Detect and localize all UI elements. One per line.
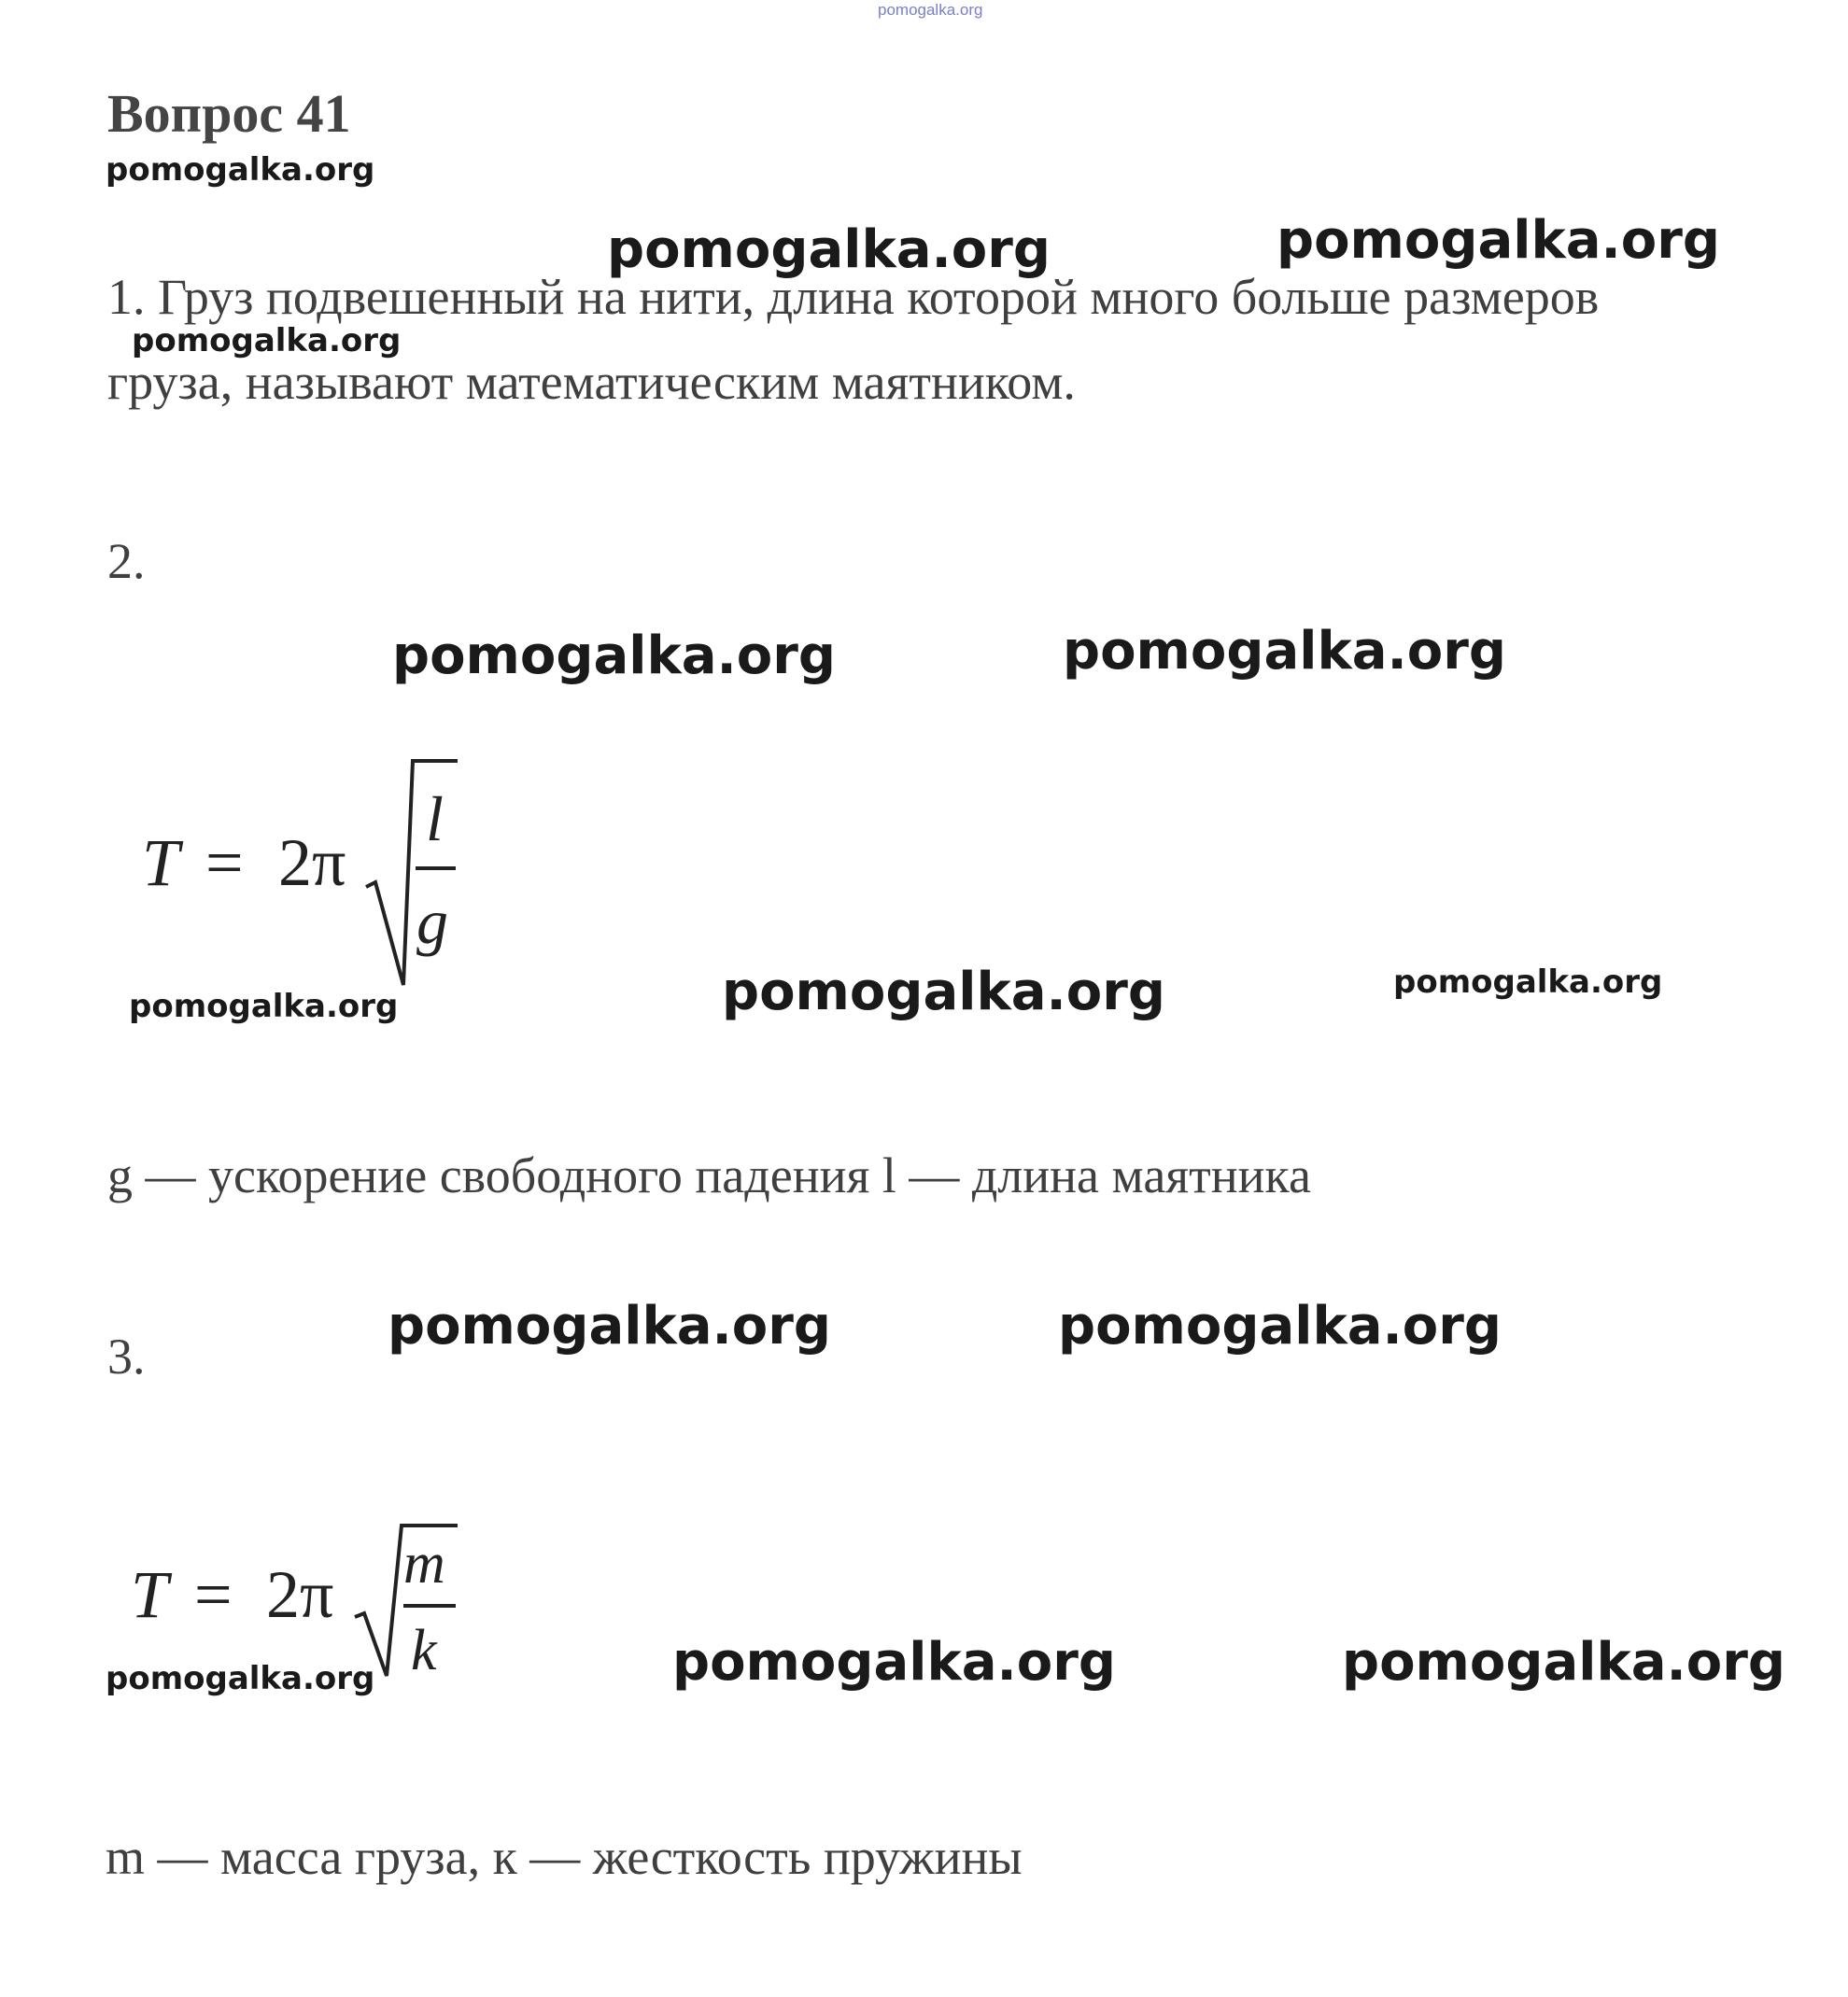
formula-numerator: m	[403, 1532, 445, 1596]
formula-equals: =	[205, 825, 244, 900]
watermark: pomogalka.org	[1393, 963, 1663, 1001]
pendulum-period-formula	[131, 747, 467, 999]
formula-coefficient: 2π	[266, 1557, 334, 1632]
item2-legend: g — ускорение свободного падения l — длина маятника	[107, 1147, 1311, 1203]
formula-numerator: l	[426, 783, 444, 854]
watermark: pomogalka.org	[392, 626, 836, 686]
formula-lhs: T	[131, 1557, 169, 1632]
watermark: pomogalka.org	[722, 962, 1165, 1022]
item3-legend: m — масса груза, к — жесткость пружины	[106, 1829, 1023, 1885]
watermark: pomogalka.org	[106, 151, 375, 189]
watermark: pomogalka.org	[132, 322, 402, 359]
formula-denominator: g	[416, 886, 448, 957]
watermark: pomogalka.org	[672, 1632, 1116, 1693]
formula-denominator: k	[411, 1619, 437, 1682]
watermark: pomogalka.org	[607, 219, 1051, 280]
formula-lhs: T	[142, 825, 180, 900]
watermark: pomogalka.org	[1063, 621, 1506, 682]
formula-coefficient: 2π	[278, 825, 346, 900]
watermark: pomogalka.org	[1342, 1632, 1785, 1693]
item1-line1: 1. Груз подвешенный на нити, длина которой много больше размеров	[107, 269, 1600, 325]
page-title: Вопрос 41	[107, 83, 351, 144]
watermark-top: pomogalka.org	[878, 1, 983, 19]
watermark: pomogalka.org	[1277, 210, 1720, 271]
item1-line2: груза, называют математическим маятником.	[107, 354, 1076, 410]
watermark: pomogalka.org	[106, 1660, 375, 1697]
item3-number: 3.	[107, 1329, 146, 1385]
item2-number: 2.	[107, 533, 146, 589]
formula-equals: =	[194, 1557, 233, 1632]
watermark: pomogalka.org	[129, 988, 399, 1025]
watermark: pomogalka.org	[388, 1296, 831, 1357]
watermark: pomogalka.org	[1058, 1296, 1502, 1357]
